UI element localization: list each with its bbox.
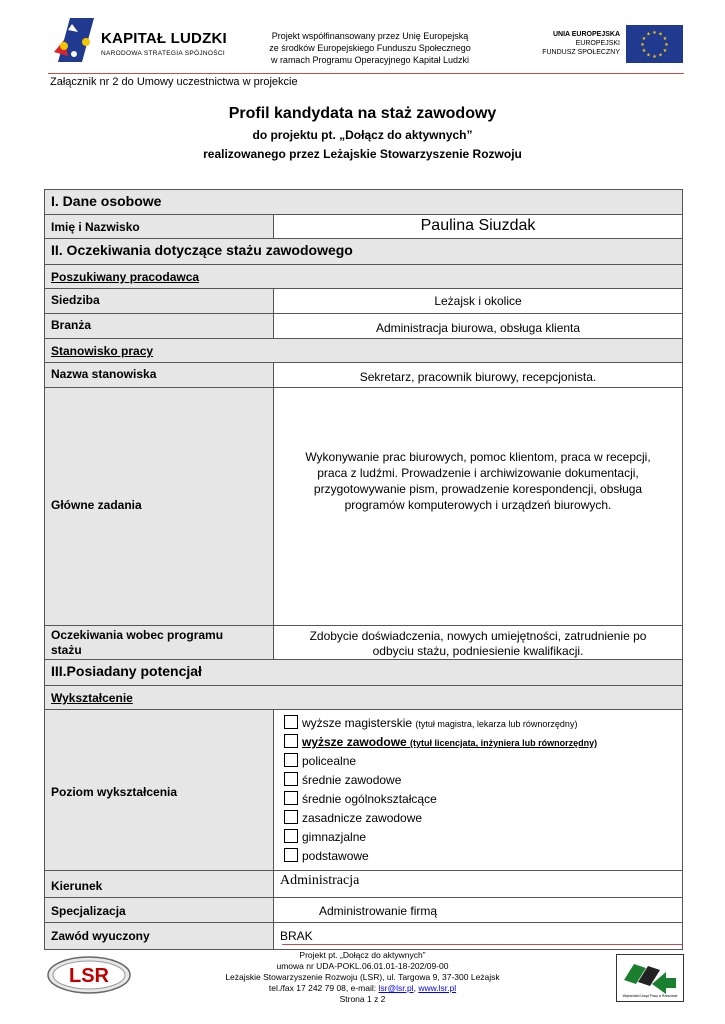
page-number: Strona 1 z 2 [339, 994, 386, 1004]
tasks-value: Wykonywanie prac biurowych, pomoc klientom, praca w recepcji, praca z ludźmi. Prowadzenie i archiwizowanie dokumentacji, przygotowywanie pism, prowadzenie korespondencji, obsługa programów komputerowych i urządzeń biurowych. [305, 450, 651, 512]
email-link[interactable]: lsr@lsr.pl [378, 983, 414, 993]
footer-divider [282, 944, 682, 945]
row-profession: Zawód wyuczony BRAK [45, 922, 682, 949]
svg-text:★: ★ [664, 42, 669, 48]
organizer-line: realizowanego przez Leżajskie Stowarzyszenie Rozwoju [203, 147, 522, 161]
direction-value: Administracja [280, 873, 360, 888]
education-option[interactable]: średnie zawodowe [284, 772, 401, 788]
seat-value: Leżajsk i okolice [434, 294, 522, 308]
section-potential: III.Posiadany potencjał [45, 659, 682, 685]
industry-value: Administracja biurowa, obsługa klienta [375, 321, 581, 335]
employer-header: Poszukiwany pracodawca [45, 264, 682, 288]
eu-flag-icon [626, 25, 683, 63]
education-option[interactable]: gimnazjalne [284, 829, 366, 845]
row-position: Nazwa stanowiska Sekretarz, pracownik biurowy, recepcjonista. [45, 362, 682, 387]
checkbox-icon[interactable] [284, 753, 298, 767]
expectations-value: Zdobycie doświadczenia, nowych umiejętności, zatrudnienie po odbyciu stażu, podniesienie kwalifikacji. [309, 629, 647, 658]
svg-text:★: ★ [658, 52, 663, 59]
education-option[interactable]: średnie ogólnokształcące [284, 791, 437, 807]
profession-value: BRAK [280, 929, 313, 943]
section-personal-data: I. Dane osobowe [45, 190, 682, 214]
kapital-ludzki-subtitle: NARODOWA STRATEGIA SPÓJNOŚCI [101, 50, 225, 57]
education-header: Wykształcenie [45, 685, 682, 709]
wup-rzeszow-logo [616, 954, 684, 1002]
row-main-tasks: Główne zadania Wykonywanie prac biurowych, pomoc klientom, praca w recepcji, praca z ludźmi. Prowadzenie i archiwizowanie dokumentacji, przygotowywanie pism, prowadzenie korespondencji, obsługa programów komputerowych i urządzeń biurowych. [45, 387, 682, 625]
education-option[interactable]: policealne [284, 753, 356, 769]
education-option[interactable]: wyższe magisterskie (tytuł magistra, lekarza lub równorzędny) [284, 715, 577, 731]
education-option[interactable]: zasadnicze zawodowe [284, 810, 422, 826]
row-name: Imię i Nazwisko Paulina Siuzdak [45, 214, 682, 238]
svg-text:★: ★ [652, 30, 657, 36]
svg-text:Wojewódzki Urząd Pracy w Rzesz: Wojewódzki Urząd Pracy w Rzeszowie [622, 994, 678, 998]
cofinancing-note: Projekt współfinansowany przez Unię Europejską ze środków Europejskiego Funduszu Społecznego w ramach Programu Operacyjnego Kapitał Ludzki [269, 31, 471, 65]
svg-text:LSR: LSR [69, 965, 109, 987]
education-level-options [274, 710, 682, 870]
svg-text:★: ★ [658, 31, 663, 38]
svg-text:★: ★ [662, 48, 668, 54]
checkbox-icon[interactable] [284, 734, 298, 748]
row-program-expectations: Oczekiwania wobec programu stażu Zdobycie doświadczenia, nowych umiejętności, zatrudnienie po odbyciu stażu, podniesienie kwalifikacji. [45, 625, 682, 659]
header-divider [48, 73, 684, 74]
checkbox-icon[interactable] [284, 772, 298, 786]
specialization-value: Administrowanie firmą [319, 904, 438, 918]
checkbox-icon[interactable] [284, 791, 298, 805]
svg-text:★: ★ [662, 36, 668, 42]
education-option[interactable]: podstawowe [284, 848, 369, 864]
row-specialization: Specjalizacja Administrowanie firmą [45, 897, 682, 922]
website-link[interactable]: www.lsr.pl [418, 983, 457, 993]
section-expectations: II. Oczekiwania dotyczące stażu zawodowego [45, 238, 682, 264]
row-education-level: Poziom wykształcenia wyższe magisterskie (tytuł magistra, lekarza lub równorzędny) wyższe zawodowe (tytuł licencjata, inżyniera lub równorzędny) policealne średnie zawodowe średnie ogólnokształcące zasadnicze zawodowe gimnazjalne podstawowe [45, 709, 682, 870]
education-option[interactable]: wyższe zawodowe (tytuł licencjata, inżyniera lub równorzędny) [284, 734, 597, 750]
footer-info: Projekt pt. „Dołącz do aktywnych” umowa nr UDA-POKL.06.01.01-18-202/09-00 Leżajskie Stowarzyszenie Rozwoju (LSR), ul. Targowa 9, 37-300 Leżajsk tel./fax 17 242 79 08, e-mail: lsr@lsr.pl, www.lsr.pl Strona 1 z 2 [160, 950, 565, 1005]
svg-text:★: ★ [641, 48, 647, 54]
name-value: Paulina Siuzdak [420, 217, 536, 234]
checkbox-icon[interactable] [284, 829, 298, 843]
annex-note: Załącznik nr 2 do Umowy uczestnictwa w projekcie [50, 76, 298, 88]
svg-text:★: ★ [646, 52, 651, 59]
position-header: Stanowisko pracy [45, 338, 682, 362]
svg-text:★: ★ [646, 31, 651, 38]
svg-text:★: ★ [641, 36, 647, 42]
candidate-form-table [44, 189, 683, 950]
row-direction: Kierunek Administracja [45, 870, 682, 897]
checkbox-icon[interactable] [284, 810, 298, 824]
svg-text:★: ★ [652, 54, 657, 60]
project-name: do projektu pt. „Dołącz do aktywnych” [252, 128, 473, 142]
svg-text:★: ★ [640, 42, 645, 48]
document-title: Profil kandydata na staż zawodowy [228, 105, 497, 122]
row-seat: Siedziba Leżajsk i okolice [45, 288, 682, 313]
checkbox-icon[interactable] [284, 715, 298, 729]
row-industry: Branża Administracja biurowa, obsługa klienta [45, 313, 682, 338]
checkbox-icon[interactable] [284, 848, 298, 862]
position-value: Sekretarz, pracownik biurowy, recepcjonista. [359, 370, 597, 384]
kapital-ludzki-title: KAPITAŁ LUDZKI [101, 30, 227, 47]
lsr-logo [47, 955, 131, 995]
eu-label: UNIA EUROPEJSKA EUROPEJSKI FUNDUSZ SPOŁECZNY [542, 31, 620, 56]
